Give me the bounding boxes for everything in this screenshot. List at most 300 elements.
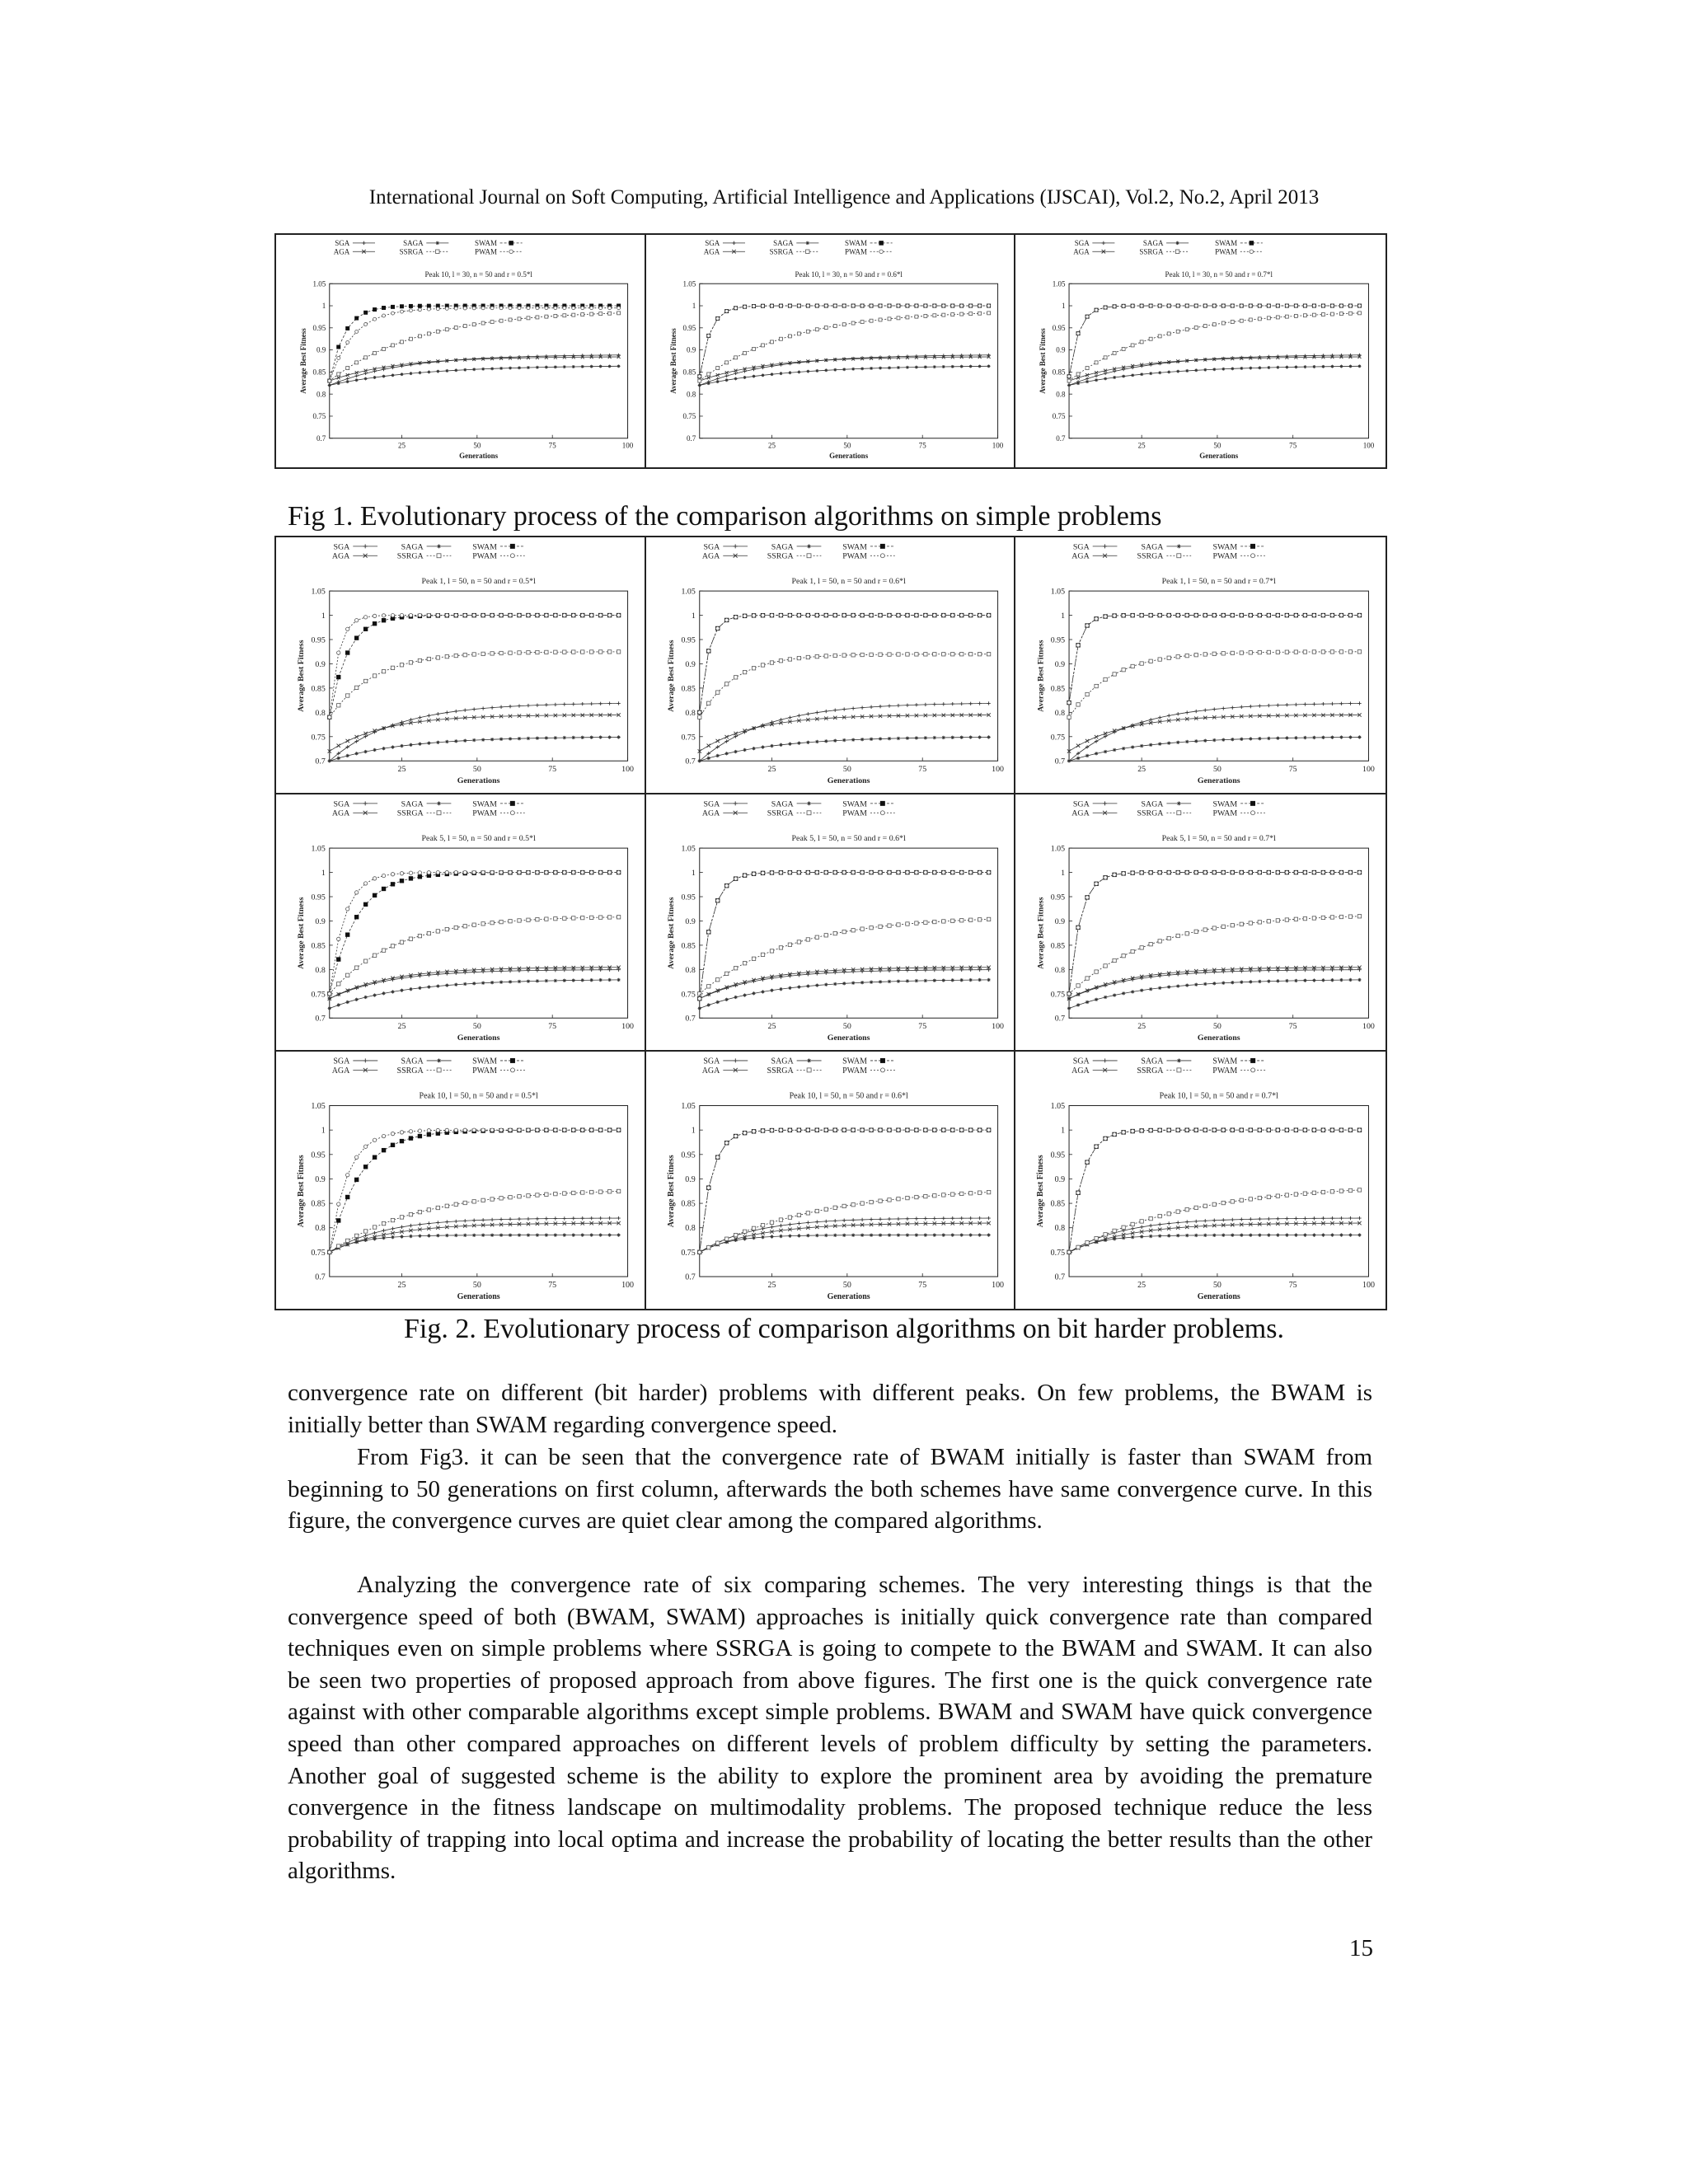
data-point bbox=[400, 1216, 403, 1219]
data-point bbox=[354, 752, 358, 755]
data-point bbox=[923, 703, 926, 706]
data-point bbox=[1276, 1233, 1279, 1236]
data-point bbox=[1295, 1233, 1298, 1236]
legend-label: SAGA bbox=[1141, 542, 1164, 552]
x-tick-label: 25 bbox=[767, 1280, 776, 1290]
data-point bbox=[363, 627, 367, 630]
data-point bbox=[1149, 613, 1152, 616]
series-pwam bbox=[1067, 613, 1362, 704]
data-point bbox=[706, 1003, 710, 1006]
data-point bbox=[797, 1234, 800, 1237]
data-point bbox=[923, 870, 926, 874]
data-point bbox=[607, 735, 611, 738]
data-point bbox=[734, 1233, 737, 1236]
data-point bbox=[1159, 335, 1162, 338]
data-point bbox=[354, 966, 358, 969]
data-point bbox=[724, 739, 728, 743]
data-point bbox=[932, 1128, 935, 1132]
chart-title: Peak 1, l = 50, n = 50 and r = 0.5*l bbox=[421, 577, 536, 587]
data-point bbox=[337, 1244, 340, 1248]
data-point bbox=[788, 1128, 791, 1132]
data-point bbox=[518, 366, 521, 369]
legend-label: SAGA bbox=[403, 239, 424, 248]
series-saga bbox=[328, 735, 621, 762]
data-point bbox=[1231, 738, 1234, 741]
data-point bbox=[1358, 701, 1362, 705]
data-point bbox=[1349, 650, 1353, 654]
data-point bbox=[345, 1239, 349, 1242]
data-point bbox=[941, 304, 945, 307]
data-point bbox=[1140, 373, 1143, 376]
data-point bbox=[545, 650, 548, 654]
data-point bbox=[536, 1233, 539, 1236]
data-point bbox=[363, 1145, 367, 1148]
data-point bbox=[391, 990, 394, 993]
data-point bbox=[545, 366, 548, 369]
data-point bbox=[445, 1128, 448, 1132]
data-point bbox=[1150, 337, 1153, 340]
x-tick-label: 50 bbox=[842, 765, 851, 775]
chart-panel bbox=[276, 794, 646, 1052]
data-point bbox=[779, 1235, 782, 1238]
data-point bbox=[427, 1221, 430, 1225]
data-point bbox=[879, 1199, 882, 1202]
data-point bbox=[427, 714, 430, 717]
data-point bbox=[563, 870, 566, 874]
data-point bbox=[409, 613, 412, 616]
data-point bbox=[1159, 304, 1162, 307]
data-point bbox=[445, 927, 448, 930]
data-point bbox=[1240, 613, 1243, 616]
data-point bbox=[337, 345, 340, 349]
data-point bbox=[1177, 304, 1180, 307]
data-point bbox=[382, 949, 385, 952]
data-point bbox=[463, 325, 467, 328]
data-point bbox=[888, 366, 891, 369]
data-point bbox=[880, 1058, 884, 1062]
data-point bbox=[1240, 870, 1243, 874]
data-point bbox=[770, 304, 773, 307]
data-point bbox=[590, 702, 593, 705]
data-point bbox=[382, 1148, 385, 1151]
data-point bbox=[1067, 992, 1071, 996]
data-point bbox=[481, 368, 485, 371]
data-point bbox=[527, 737, 530, 740]
data-point bbox=[545, 613, 548, 616]
data-point bbox=[607, 650, 611, 654]
data-point bbox=[436, 1128, 439, 1132]
data-point bbox=[354, 1155, 358, 1159]
data-point bbox=[409, 1235, 412, 1238]
data-point bbox=[328, 1250, 331, 1254]
x-axis-label: Generations bbox=[457, 776, 500, 786]
data-point bbox=[607, 916, 611, 919]
data-point bbox=[941, 1193, 945, 1197]
data-point bbox=[1250, 367, 1253, 370]
data-point bbox=[724, 682, 728, 686]
legend-label: SAGA bbox=[771, 1057, 794, 1066]
data-point bbox=[959, 1233, 963, 1236]
data-point bbox=[824, 870, 828, 874]
y-tick-label: 0.75 bbox=[312, 412, 326, 421]
data-point bbox=[1251, 1058, 1255, 1062]
data-point bbox=[743, 351, 746, 354]
data-point bbox=[1358, 364, 1362, 368]
legend-label: AGA bbox=[331, 1066, 350, 1076]
data-point bbox=[328, 992, 331, 996]
legend-label: SSRGA bbox=[767, 1066, 794, 1076]
body-paragraph-1 bbox=[288, 1377, 1372, 1441]
data-point bbox=[770, 1226, 773, 1229]
data-point bbox=[1212, 738, 1216, 742]
data-point bbox=[354, 1234, 358, 1237]
data-point bbox=[1176, 741, 1179, 744]
data-point bbox=[463, 982, 467, 986]
data-point bbox=[1276, 870, 1279, 874]
chart-title: Peak 5, l = 50, n = 50 and r = 0.6*l bbox=[791, 834, 906, 844]
data-point bbox=[427, 931, 430, 935]
data-point bbox=[499, 367, 503, 370]
data-point bbox=[1349, 613, 1353, 616]
data-point bbox=[880, 554, 884, 558]
data-point bbox=[363, 902, 367, 906]
data-point bbox=[978, 735, 981, 738]
data-point bbox=[1358, 1216, 1362, 1220]
data-point bbox=[788, 658, 791, 661]
data-point bbox=[797, 1213, 800, 1216]
data-point bbox=[761, 344, 764, 347]
data-point bbox=[959, 613, 963, 616]
y-tick-label: 0.7 bbox=[315, 1014, 326, 1024]
data-point bbox=[391, 873, 394, 876]
chart-panel bbox=[1015, 794, 1386, 1052]
data-point bbox=[1085, 754, 1089, 757]
y-tick-label: 0.9 bbox=[315, 659, 326, 669]
data-point bbox=[932, 702, 935, 705]
data-point bbox=[572, 1128, 575, 1132]
data-point bbox=[915, 315, 918, 318]
data-point bbox=[481, 706, 485, 710]
data-point bbox=[599, 365, 603, 368]
data-point bbox=[1222, 368, 1226, 371]
data-point bbox=[518, 704, 521, 707]
y-tick-label: 0.8 bbox=[315, 1224, 326, 1234]
data-point bbox=[607, 1128, 611, 1132]
data-point bbox=[1221, 870, 1225, 874]
data-point bbox=[364, 311, 368, 314]
data-point bbox=[1076, 984, 1080, 987]
data-point bbox=[1212, 652, 1216, 655]
y-tick-label: 0.9 bbox=[315, 916, 326, 926]
data-point bbox=[923, 1128, 926, 1132]
data-point bbox=[1176, 984, 1179, 987]
data-point bbox=[923, 921, 926, 924]
data-point bbox=[598, 1233, 602, 1236]
data-point bbox=[598, 1190, 602, 1193]
data-point bbox=[1295, 1193, 1298, 1196]
data-point bbox=[788, 974, 791, 977]
y-axis-label: Average Best Fitness bbox=[1036, 640, 1046, 712]
y-tick-label: 1 bbox=[1061, 612, 1066, 621]
data-point bbox=[752, 1130, 755, 1133]
data-point bbox=[1331, 365, 1334, 368]
data-point bbox=[373, 893, 376, 897]
x-tick-label: 100 bbox=[1362, 765, 1376, 775]
series-aga bbox=[697, 713, 990, 752]
data-point bbox=[1358, 870, 1362, 874]
data-point bbox=[1085, 1241, 1089, 1244]
data-point bbox=[518, 307, 521, 310]
data-point bbox=[436, 307, 439, 311]
series-saga bbox=[697, 735, 990, 762]
data-point bbox=[732, 241, 736, 246]
data-point bbox=[1259, 366, 1262, 369]
data-point bbox=[779, 1224, 782, 1227]
series-swam bbox=[697, 613, 990, 714]
data-point bbox=[572, 916, 575, 920]
data-point bbox=[337, 651, 340, 654]
data-point bbox=[987, 978, 990, 982]
data-point bbox=[1213, 323, 1217, 326]
data-point bbox=[1251, 811, 1255, 815]
data-point bbox=[906, 316, 909, 319]
data-point bbox=[1194, 1206, 1198, 1209]
data-point bbox=[472, 870, 476, 874]
data-point bbox=[860, 870, 864, 874]
data-point bbox=[472, 307, 476, 310]
x-axis-label: Generations bbox=[827, 1291, 870, 1301]
data-point bbox=[1122, 668, 1125, 672]
data-point bbox=[806, 984, 809, 987]
data-point bbox=[454, 983, 457, 987]
data-point bbox=[527, 651, 530, 654]
data-point bbox=[363, 1165, 367, 1169]
data-point bbox=[590, 613, 593, 616]
data-point bbox=[427, 985, 430, 988]
data-point bbox=[545, 1128, 548, 1132]
y-tick-label: 0.75 bbox=[681, 990, 696, 1000]
data-point bbox=[824, 1128, 828, 1132]
data-point bbox=[554, 703, 557, 706]
x-axis-label: Generations bbox=[827, 776, 870, 786]
data-point bbox=[1221, 1218, 1225, 1221]
data-point bbox=[1140, 1235, 1143, 1238]
data-point bbox=[906, 304, 909, 307]
data-point bbox=[978, 1216, 981, 1220]
data-point bbox=[950, 702, 954, 705]
data-point bbox=[409, 1137, 412, 1140]
data-point bbox=[842, 304, 846, 307]
data-point bbox=[1295, 650, 1298, 654]
data-point bbox=[851, 982, 855, 985]
series-line bbox=[330, 652, 619, 717]
chart-legend bbox=[332, 542, 525, 560]
x-tick-label: 100 bbox=[621, 1280, 635, 1290]
x-axis-label: Generations bbox=[457, 1033, 500, 1043]
data-point bbox=[1313, 916, 1316, 920]
data-point bbox=[581, 1233, 584, 1236]
data-point bbox=[354, 636, 358, 640]
data-point bbox=[987, 870, 990, 874]
data-point bbox=[806, 655, 809, 658]
data-point bbox=[1168, 332, 1171, 335]
data-point bbox=[752, 872, 755, 875]
data-point bbox=[950, 870, 954, 874]
data-point bbox=[788, 987, 791, 990]
data-point bbox=[590, 354, 593, 357]
chart-title: Peak 1, l = 50, n = 50 and r = 0.6*l bbox=[791, 577, 906, 587]
data-point bbox=[752, 305, 755, 308]
data-point bbox=[509, 367, 512, 370]
data-point bbox=[391, 613, 394, 616]
data-point bbox=[1104, 1058, 1108, 1062]
data-point bbox=[896, 653, 899, 656]
data-point bbox=[554, 1192, 557, 1195]
data-point bbox=[879, 613, 882, 616]
data-point bbox=[733, 801, 737, 805]
data-point bbox=[1322, 1190, 1325, 1193]
data-point bbox=[1185, 1220, 1189, 1223]
data-point bbox=[481, 1128, 485, 1132]
data-point bbox=[1295, 1216, 1298, 1220]
data-point bbox=[1168, 304, 1171, 307]
y-tick-label: 0.9 bbox=[1055, 659, 1066, 669]
data-point bbox=[1285, 1128, 1288, 1132]
data-point bbox=[851, 1218, 855, 1221]
data-point bbox=[914, 1216, 917, 1220]
data-point bbox=[445, 1234, 448, 1237]
data-point bbox=[743, 874, 746, 877]
x-tick-label: 50 bbox=[842, 1280, 851, 1290]
data-point bbox=[1286, 703, 1289, 706]
data-point bbox=[427, 871, 430, 874]
data-point bbox=[1267, 920, 1270, 923]
data-point bbox=[437, 1058, 441, 1062]
data-point bbox=[968, 1233, 972, 1236]
data-point bbox=[1176, 250, 1180, 254]
data-point bbox=[518, 651, 521, 654]
data-point bbox=[1176, 1221, 1179, 1224]
data-point bbox=[1095, 684, 1098, 687]
data-point bbox=[1131, 871, 1134, 874]
data-point bbox=[805, 250, 809, 254]
data-point bbox=[1076, 332, 1080, 335]
y-axis-label: Average Best Fitness bbox=[1036, 897, 1046, 969]
data-point bbox=[536, 1193, 539, 1197]
data-point bbox=[833, 1234, 837, 1237]
data-point bbox=[842, 368, 846, 371]
data-point bbox=[554, 650, 557, 654]
data-point bbox=[563, 650, 566, 654]
data-point bbox=[617, 735, 620, 738]
y-tick-label: 0.75 bbox=[1050, 1248, 1066, 1258]
data-point bbox=[510, 1058, 514, 1062]
data-point bbox=[509, 1196, 512, 1199]
data-point bbox=[1149, 1216, 1152, 1220]
data-point bbox=[1349, 304, 1353, 307]
data-point bbox=[527, 1128, 530, 1132]
data-point bbox=[851, 613, 855, 616]
data-point bbox=[715, 691, 719, 694]
data-point bbox=[392, 373, 395, 377]
data-point bbox=[509, 250, 513, 254]
data-point bbox=[454, 1220, 457, 1223]
data-point bbox=[328, 383, 331, 387]
data-point bbox=[860, 367, 864, 370]
data-point bbox=[400, 988, 403, 991]
data-point bbox=[1277, 304, 1280, 307]
data-point bbox=[842, 1219, 846, 1222]
x-axis-label: Generations bbox=[1198, 1291, 1241, 1301]
x-axis-label: Generations bbox=[828, 452, 868, 461]
data-point bbox=[1140, 1129, 1143, 1132]
data-point bbox=[509, 1233, 512, 1236]
data-point bbox=[941, 1216, 945, 1220]
data-point bbox=[1122, 954, 1125, 958]
data-point bbox=[545, 307, 548, 310]
data-point bbox=[590, 365, 593, 368]
data-point bbox=[545, 1193, 548, 1196]
x-tick-label: 75 bbox=[918, 441, 926, 450]
data-point bbox=[472, 738, 476, 742]
data-point bbox=[463, 613, 467, 616]
data-point bbox=[1295, 365, 1298, 368]
data-point bbox=[959, 919, 963, 922]
data-point bbox=[1176, 712, 1179, 715]
data-point bbox=[1331, 736, 1334, 739]
data-point bbox=[743, 1131, 746, 1134]
data-point bbox=[1349, 312, 1353, 315]
data-point bbox=[607, 701, 611, 705]
data-point bbox=[833, 709, 837, 712]
data-point bbox=[807, 801, 811, 805]
data-point bbox=[409, 1224, 412, 1227]
data-point bbox=[1140, 613, 1143, 616]
data-point bbox=[1358, 915, 1362, 918]
data-point bbox=[842, 738, 846, 742]
data-point bbox=[481, 1234, 485, 1237]
data-point bbox=[1349, 870, 1353, 874]
data-point bbox=[1177, 554, 1181, 558]
data-point bbox=[363, 750, 367, 753]
data-point bbox=[463, 870, 467, 874]
data-point bbox=[572, 1216, 575, 1220]
data-point bbox=[941, 870, 945, 874]
data-point bbox=[436, 370, 439, 373]
data-point bbox=[572, 736, 575, 739]
data-point bbox=[1268, 316, 1271, 320]
data-point bbox=[572, 307, 575, 310]
data-point bbox=[870, 653, 873, 656]
x-axis-label: Generations bbox=[457, 1291, 500, 1301]
data-point bbox=[1158, 742, 1161, 745]
data-point bbox=[978, 304, 981, 307]
data-point bbox=[1267, 613, 1270, 616]
legend-label: SAGA bbox=[1143, 239, 1164, 248]
data-point bbox=[1203, 870, 1207, 874]
data-point bbox=[436, 1206, 439, 1209]
data-point bbox=[1149, 987, 1152, 991]
data-point bbox=[833, 368, 837, 372]
data-point bbox=[734, 877, 737, 880]
data-point bbox=[897, 316, 900, 320]
series-line bbox=[330, 616, 619, 718]
data-point bbox=[1122, 375, 1125, 378]
data-point bbox=[527, 307, 530, 310]
data-point bbox=[932, 920, 935, 923]
data-point bbox=[598, 735, 602, 738]
y-tick-label: 1 bbox=[691, 1126, 696, 1136]
